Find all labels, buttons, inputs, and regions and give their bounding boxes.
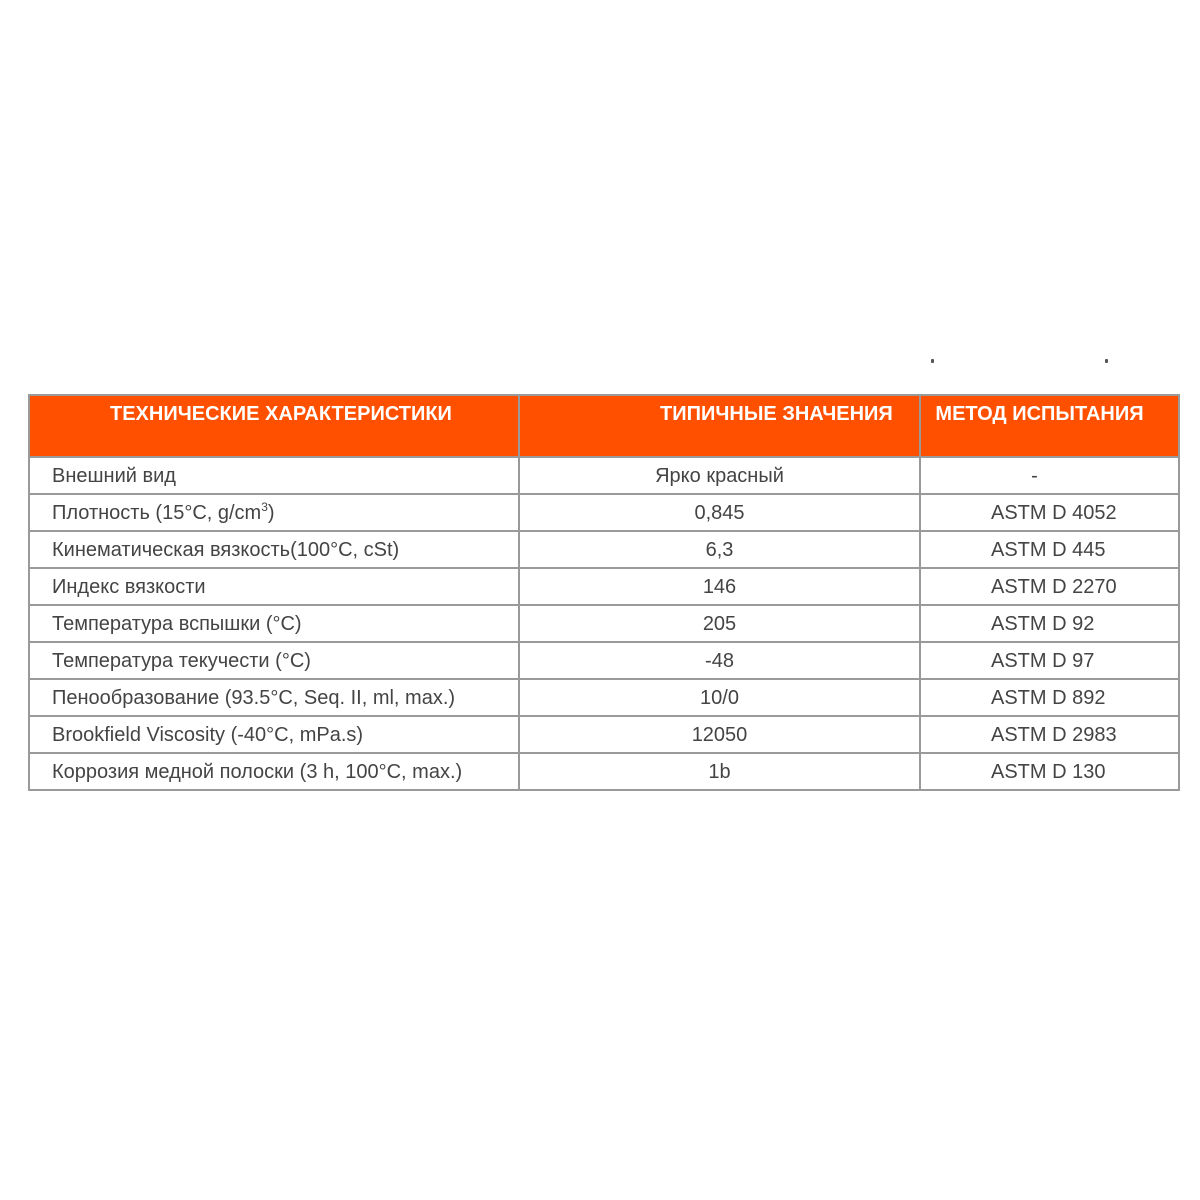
table-row — [29, 494, 1179, 531]
value-cell: 6,3 — [519, 531, 920, 568]
method-cell: - — [920, 457, 1179, 494]
method-cell: ASTM D 92 — [920, 605, 1179, 642]
stray-mark — [931, 359, 934, 363]
property-cell: Индекс вязкости — [29, 568, 519, 605]
table-row — [29, 753, 1179, 790]
method-cell: ASTM D 2270 — [920, 568, 1179, 605]
method-cell: ASTM D 2983 — [920, 716, 1179, 753]
value-cell: 0,845 — [519, 494, 920, 531]
value-cell: -48 — [519, 642, 920, 679]
header-test-method: МЕТОД ИСПЫТАНИЯ — [920, 395, 1179, 457]
property-cell: Кинематическая вязкость(100°C, cSt) — [29, 531, 519, 568]
property-cell: Внешний вид — [29, 457, 519, 494]
table-row — [29, 568, 1179, 605]
method-cell: ASTM D 892 — [920, 679, 1179, 716]
stray-mark — [1105, 359, 1108, 363]
technical-specs-table — [28, 394, 1180, 791]
table-row — [29, 642, 1179, 679]
value-cell: 1b — [519, 753, 920, 790]
property-cell: Brookfield Viscosity (-40°C, mPa.s) — [29, 716, 519, 753]
method-cell: ASTM D 130 — [920, 753, 1179, 790]
table-row — [29, 531, 1179, 568]
table-row — [29, 679, 1179, 716]
header-properties: ТЕХНИЧЕСКИЕ ХАРАКТЕРИСТИКИ — [29, 395, 519, 457]
method-cell: ASTM D 445 — [920, 531, 1179, 568]
table-row — [29, 716, 1179, 753]
property-cell: Температура текучести (°C) — [29, 642, 519, 679]
property-cell: Пенообразование (93.5°C, Seq. II, ml, max.) — [29, 679, 519, 716]
method-cell: ASTM D 4052 — [920, 494, 1179, 531]
value-cell: Ярко красный — [519, 457, 920, 494]
property-cell: Плотность (15°C, $g/cm^3$) — [29, 494, 519, 531]
table-header-row — [29, 395, 1179, 457]
table-row — [29, 457, 1179, 494]
value-cell: 12050 — [519, 716, 920, 753]
table-row — [29, 605, 1179, 642]
property-cell: Коррозия медной полоски (3 h, 100°C, max.) — [29, 753, 519, 790]
method-cell: ASTM D 97 — [920, 642, 1179, 679]
header-typical-values: ТИПИЧНЫЕ ЗНАЧЕНИЯ — [519, 395, 920, 457]
value-cell: 205 — [519, 605, 920, 642]
value-cell: 146 — [519, 568, 920, 605]
property-cell: Температура вспышки (°C) — [29, 605, 519, 642]
value-cell: 10/0 — [519, 679, 920, 716]
